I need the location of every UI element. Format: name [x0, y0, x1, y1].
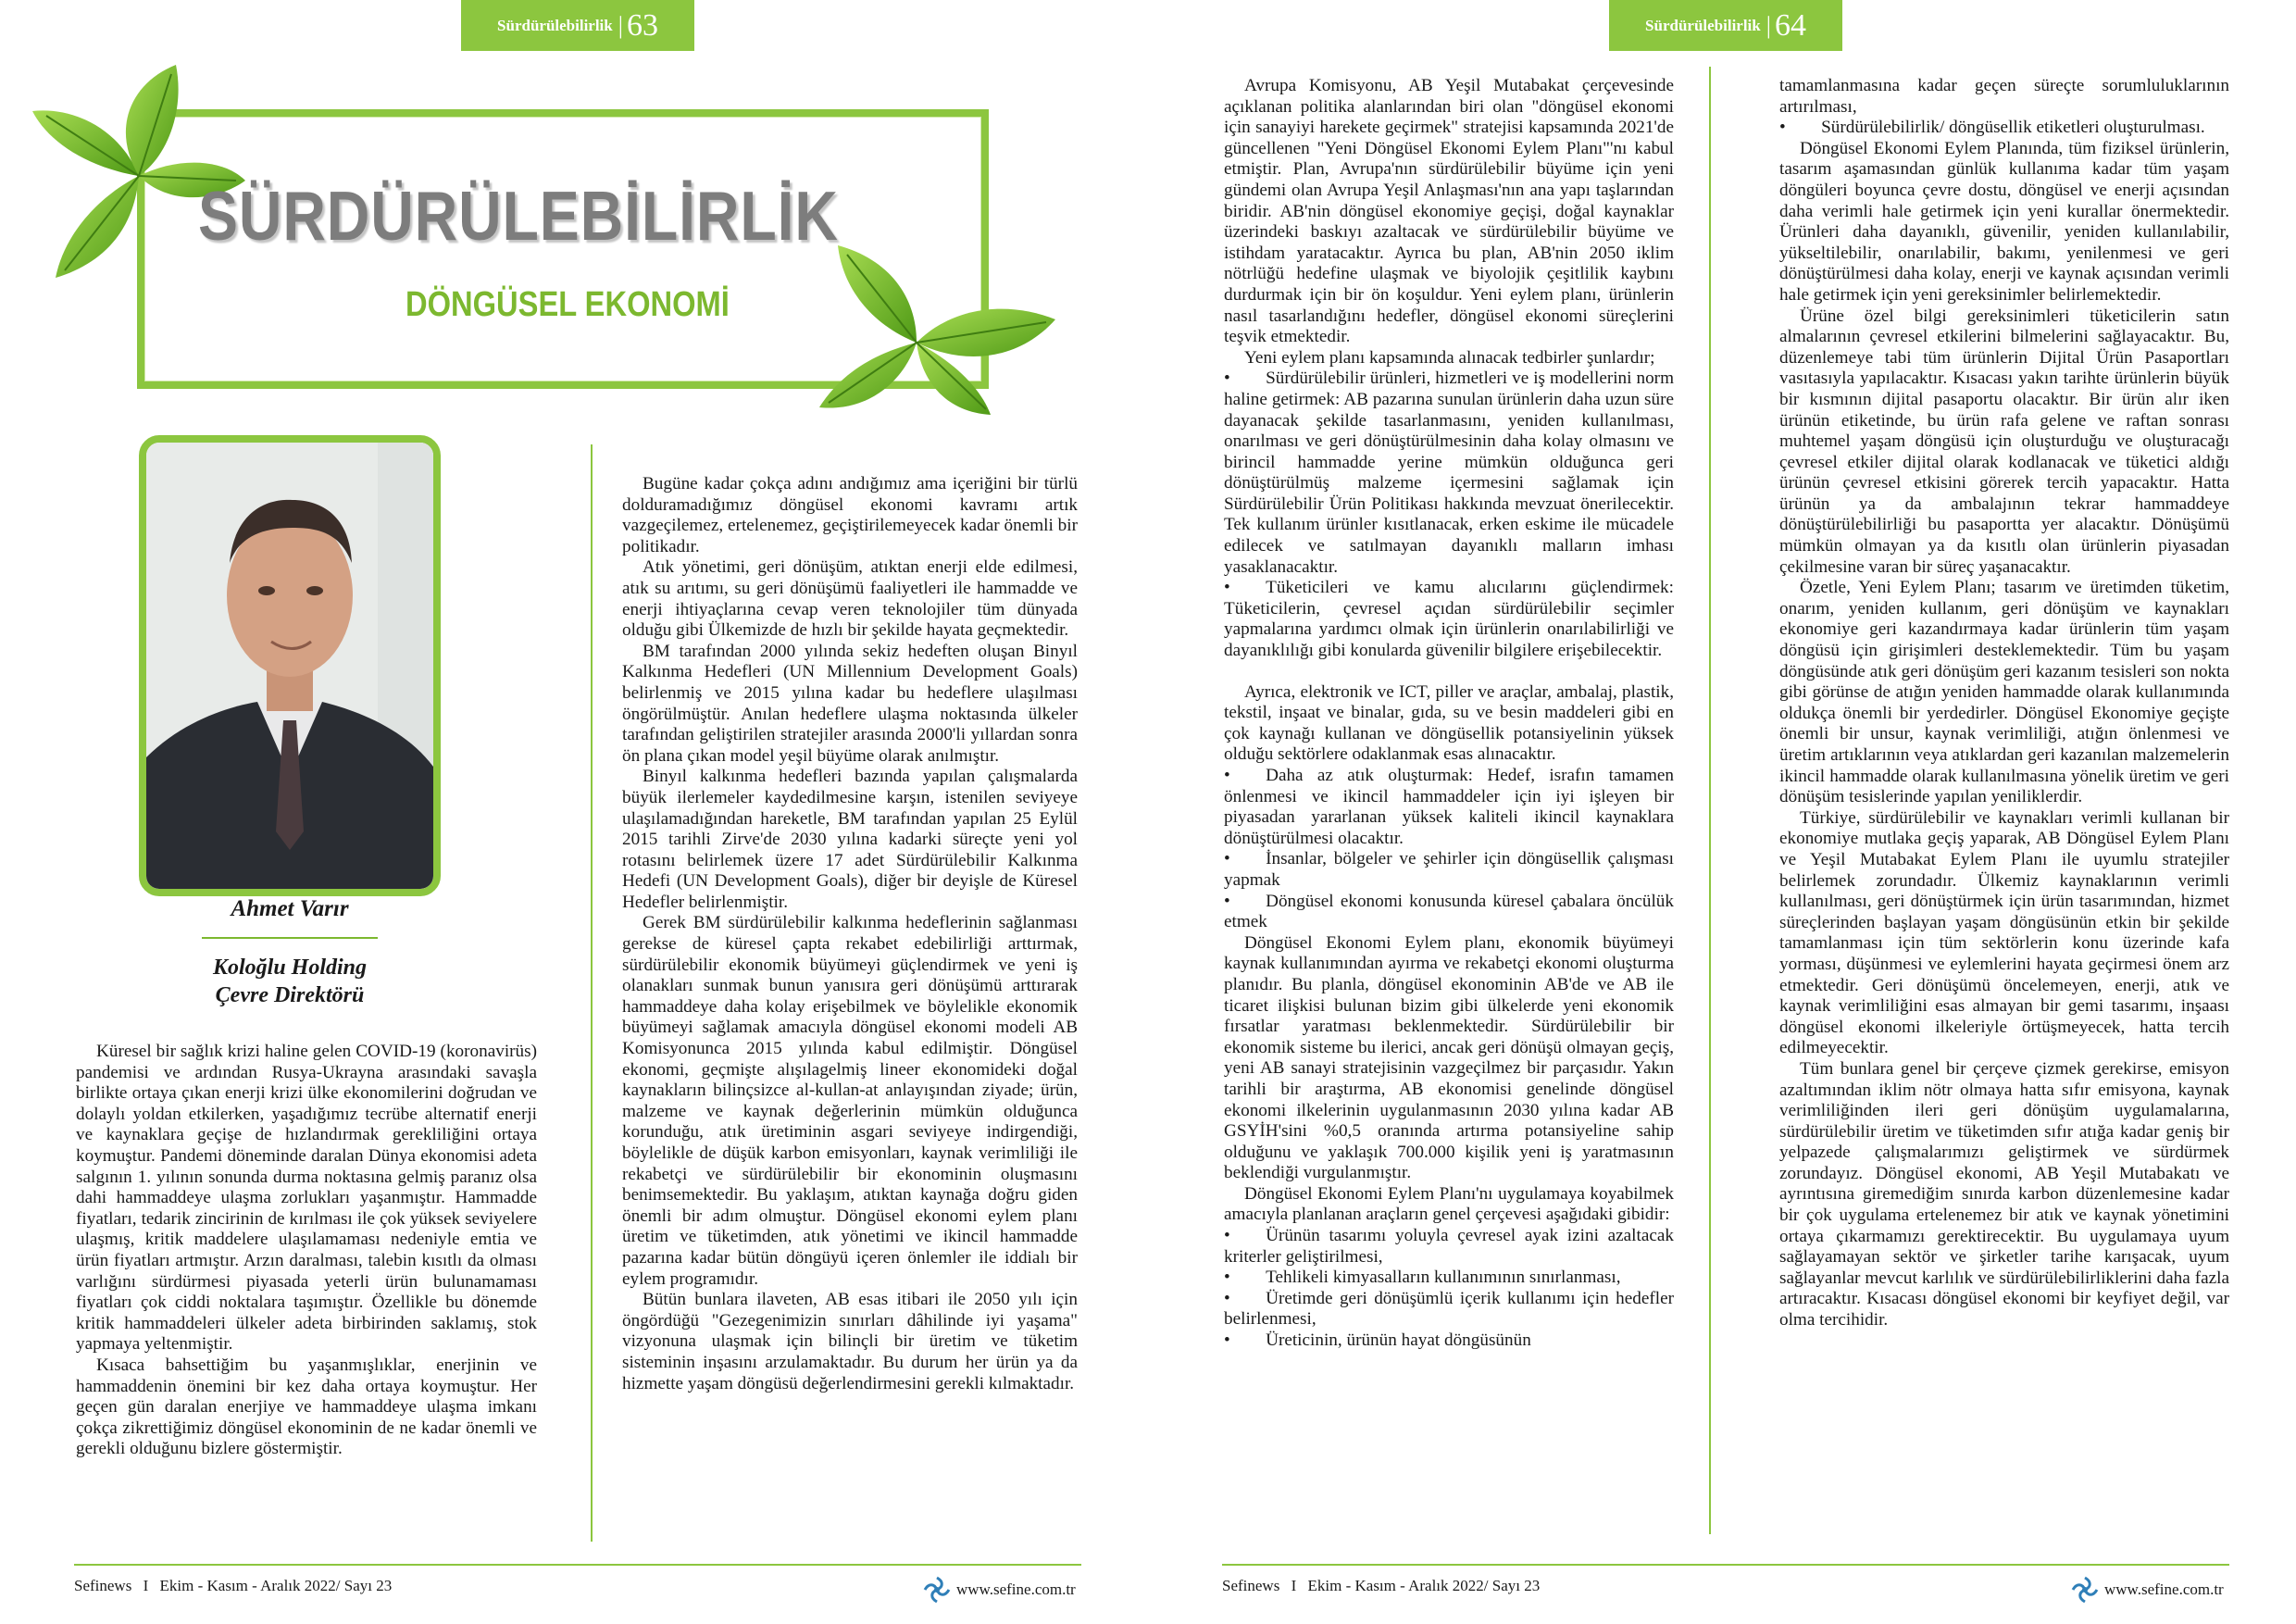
- author-organization: Koloğlu Holding: [212, 956, 368, 980]
- leaf-cluster-bottom-right: [815, 231, 1065, 417]
- paragraph: Avrupa Komisyonu, AB Yeşil Mutabakat çerçevesinde açıklanan politika alanlarından biri olan "döngüsel ekonomi için sanayiyi harekete geçirmek" stratejisi kapsamında 2021'de güncellenen "Yeni Döngüsel Ekonomi Eylem Planı"'nı kabul etmiştir. Plan, Avrupa'nın sürdürülebilir büyüme için yeni gündemi olan Avrupa Yeşil Anlaşması'nın ana yapı taşlarından biridir. AB'nin döngüsel ekonomiye geçişi, doğal kaynaklar üzerindeki baskıyı azaltacak ve sürdürülebilir büyüme ve istihdam yaratacaktır. Ayrıca bu plan, AB'nin 2050 iklim nötrlüğü hedefine ulaşmak ve biyolojik çeşitlilik kaybını durdurmak için bir ön koşuldur. Yeni eylem planı, ürünlerin nasıl tasarlandığını hedefler, döngüsel ekonomi süreçlerini teşvik etmektedir.: [1224, 76, 1674, 347]
- author-name: Ahmet Varır: [231, 896, 349, 921]
- text-column-2: [622, 474, 1078, 1394]
- bullet-item: • Tehlikeli kimyasalların kullanımının sınırlanması,: [1224, 1268, 1621, 1288]
- paragraph: Döngüsel Ekonomi Eylem Planında, tüm fiziksel ürünlerin, tasarım aşamasından günlük kullanıma kadar tüm yaşam döngüleri boyunca çevre dostu, döngüsel ve enerji açısından daha verimli hale getirmek için yeni kurallar önermektedir. Ürünleri daha dayanıklı, güvenilir, yeniden kullanılabilir, yükseltilebilir, onarılabilir, bakımı, yenilenmesi ve geri dönüştürülmesi daha kolay, enerji ve kaynak açısından verimli hale getirmek için yeni gereksinimler belirlemektedir.: [1779, 138, 2229, 305]
- paragraph: Özetle, Yeni Eylem Planı; tasarım ve üretimden tüketim, onarım, yeniden kullanım, geri dönüşüm ve kaynakları ekonomiye geri kazandırmaya kadar ürünlerin tüm yaşam döngüsü için girişimleri desteklemektedir. Tüm bu yaşam döngüsünde atık geri dönüşüm geri kazanım tesisleri son nokta gibi görünse de atığın yeniden hammadde olarak kullanımında oldukça önemli bir yerdedirler. Döngüsel Ekonomiye geçişte önemli bir unsur, kaynak verimliliği, atığın önlenmesi ve üretim artıklarının veya atıklardan geri kazanılan malzemelerin ikincil hammadde olarak kullanılmasına yönelik üretim ve geri dönüşüm tesislerinde yapılan yeniliklerdir.: [1779, 578, 2229, 807]
- bullet-item: • Tüketicileri ve kamu alıcılarını güçlendirmek: Tüketicilerin, çevresel açıdan sürdürülebilir seçimler yapmalarına yardımcı olmak için ürünlerin onarılabilirliği ve dayanıklılığı gibi konularda güvenilir bilgilere erişebilecektir.: [1224, 578, 1674, 661]
- paragraph: Türkiye, sürdürülebilir ve kaynakları verimli kullanan bir ekonomiye mutlaka geçiş yaparak, AB Döngüsel Eylem Planı ve Yeşil Mutabakat Eylem Planı ile uyumlu stratejiler belirlemek zorundadır. Ülkemiz kaynaklarının verimli kullanılması, geri dönüştürmek için ürün tasarımından, hizmet süreçlerinden başlayan yaşam döngüsünün etkin bir şekilde tamamlanması için tüm sektörlerin konu üzerinde kafa yorması, düşünmesi ve eylemlerini hayata geçirmesi önem arz etmektedir. Geri dönüşümü öncelemeyen, enerji, atık ve kaynak verimliliğini esas almayan bir gemi tasarımı, inşaası döngüsel ekonomi ilkeleriyle örtüşmeyecek, hatta tercih edilmeyecektir.: [1779, 807, 2229, 1058]
- column-divider: [591, 444, 593, 1542]
- page-number: 63: [626, 7, 658, 43]
- page-number: 64: [1774, 7, 1806, 43]
- bullet-item: • Sürdürülebilirlik/ döngüsellik etiketleri oluşturulması.: [1779, 118, 2205, 138]
- paragraph: Küresel bir sağlık krizi haline gelen COVID-19 (koronavirüs) pandemisi ve ardından Rusya-Ukrayna arasındaki savaşla birlikte ortaya çıkan enerji krizi ülke ekonomilerini doğrudan ve dolaylı yoldan etkilerken, yaşadığımız tecrübe alternatif enerji ve kaynaklara geçişe de hızlandırmak gerekliliğini ortaya koymuştur. Pandemi döneminde daralan Dünya ekonomisi adeta salgının 1. yılının sonunda durma noktasına gelmiş paranız olsa dahi hammaddeye ulaşma zorlukları yaşanmıştır. Hammadde fiyatları, tedarik zincirinin de kırılması ile çok yüksek seviyelere ulaşmış, kritik maddelere ulaşılamaması nedeniyle emtia ve ürün fiyatları artmıştır. Arzın daralması, talebin kısıtlı da olması varlığını sürdürmesi piyasada yeterli ürün bulunamaması fiyatları çok ciddi noktalara taşımıştır. Özellikle bu dönemde kritik hammaddeleri ülkeler adeta birbirinden saklamış, stok yapmaya yeltenmiştir.: [76, 1042, 537, 1355]
- paragraph: tamamlanmasına kadar geçen süreçte sorumluluklarının artırılması,: [1779, 76, 2229, 117]
- article-subtitle: DÖNGÜSEL EKONOMİ: [406, 285, 730, 324]
- bullet-item: • İnsanlar, bölgeler ve şehirler için döngüsellik çalışması yapmak: [1224, 849, 1674, 890]
- issue-info: Ekim - Kasım - Aralık 2022/ Sayı 23: [1307, 1577, 1541, 1594]
- website-link[interactable]: www.sefine.com.tr: [2104, 1580, 2224, 1598]
- issue-info: Ekim - Kasım - Aralık 2022/ Sayı 23: [159, 1577, 393, 1594]
- footer-separator: I: [143, 1577, 149, 1594]
- page-right: [1148, 0, 2296, 1624]
- footer-website: [2069, 1574, 2224, 1605]
- column-divider: [1709, 67, 1711, 1534]
- author-divider: [202, 937, 378, 939]
- paragraph: Gerek BM sürdürülebilir kalkınma hedeflerinin sağlanması gerekse de küresel çapta rekabet edebilirliği arttırmak, sürdürülebilir ekonomik büyümeyi güçlendirmek ve yeni iş olanakları sunmak bunun yanısıra geri dönüşümü arttırarak hammaddeye daha kolay erişebilmek ve böylelikle ekonomik büyümeyi sağlamak amacıyla döngüsel ekonomi modeli AB Komisyonunca 2015 yılında kabul edilmiştir. Döngüsel ekonomi, geçmişte alışılagelmiş lineer ekonomideki doğal kaynakların bilinçsizce al-kullan-at anlayışından ziyade; ürün, malzeme ve kaynak değerlerinin mümkün olduğunca korunduğu, atık üretiminin asgari seviyeye indirgendiği, böylelikle de düşük karbon emisyonları, kaynak verimliliği ile rekabetçi ve sürdürülebilir bir ekonominin oluşmasını benimsemektedir. Bu yaklaşım, atıktan kaynağa doğru giden önemli bir adım olmuştur. Döngüsel ekonomi eylem planı üretim ve tüketimden, atık yönetimi ve ikincil hammadde pazarına kadar bütün döngüyü içeren önlemler ile iddialı bir eylem programıdır.: [622, 913, 1078, 1289]
- paragraph: Binyıl kalkınma hedefleri bazında yapılan çalışmalarda büyük ilerlemeler kaydedilmesine karşın, istenilen seviyeye ulaşılamadığından hareketle, BM tarafından yapılan 25 Eylül 2015 tarihli Zirve'de 2030 yılına kadarki süreçte yeni yol rotasını belirlemek üzere 17 adet Sürdürülebilir Kalkınma Hedefi (UN Development Goals), diğer bir deyişle de Küresel Hedefler belirlenmiştir.: [622, 767, 1078, 912]
- paragraph: Bütün bunlara ilaveten, AB esas itibari ile 2050 yılı için öngördüğü "Gezegenimizin sınırları dâhilinde iyi yaşama" vizyonuna ulaşmak için bilinçli bir üretim ve tüketim sisteminin inşasını arzulamaktadır. Bu durum her ürün ya da hizmette yaşam döngüsü değerlendirmesini gerekli kılmaktadır.: [622, 1290, 1078, 1393]
- paragraph: Döngüsel Ekonomi Eylem Planı'nı uygulamaya koyabilmek amacıyla planlanan araçların genel çerçevesi aşağıdaki gibidir:: [1224, 1183, 1674, 1225]
- paragraph: Kısaca bahsettiğim bu yaşanmışlıklar, enerjinin ve hammaddenin önemini bir kez daha ortaya koymuştur. Her geçen gün daralan enerjiye ve hammaddeye ulaşma imkanı çokça zikrettiğimiz döngüsel ekonominin de ne kadar önemli ve gerekli olduğunu bizlere göstermiştir.: [76, 1355, 537, 1459]
- section-label: Sürdürülebilirlik: [497, 16, 613, 34]
- footer-rule: [74, 1564, 1081, 1566]
- paragraph: BM tarafından 2000 yılında sekiz hedeften oluşan Binyıl Kalkınma Hedefleri (UN Millennium Development Goals) belirlenmiş ve 2015 yılına kadar bu hedeflere ulaşılması öngörülmüştür. Anılan hedeflere ulaşma noktasında ülkeler tarafından geliştirilen stratejiler arasında 2000'li yıllardan sonra ön plana çıkan model yeşil büyüme olarak anılmıştır.: [622, 641, 1078, 766]
- tab-separator: |: [1766, 11, 1771, 39]
- author-affiliation: [139, 954, 441, 1009]
- section-label: Sürdürülebilirlik: [1645, 16, 1761, 34]
- magazine-name: Sefinews: [74, 1577, 132, 1594]
- paragraph: Yeni eylem planı kapsamında alınacak tedbirler şunlardır;: [1244, 347, 1655, 368]
- footer-rule: [1222, 1564, 2229, 1566]
- paragraph: Döngüsel Ekonomi Eylem planı, ekonomik büyümeyi kaynak kullanımından ayırma ve rekabetçi ekonomi oluşturma planıdır. Bu planla, döngüsel ekonominin AB'de ve AB ile ticaret ilişkisi bulunan bizim gibi ülkelerde yeni ekonomik fırsatlar yaratması beklenmektedir. Sürdürülebilir bir ekonomik sisteme bu ilerici, ancak geri dönüşü olmayan geçiş, yeni AB sanayi stratejisinin vazgeçilmez bir parçasıdır. Yakın tarihli bir araştırma, AB ekonomisi genelinde döngüsel ekonomi ilkelerinin uygulanmasının 2030 yılına kadar AB GSYİH'sini %0,5 oranında artırma potansiyeline sahip olduğunu ve yaklaşık 700.000 kişilik yeni iş yaratmasının beklendiği vurgulanmıştır.: [1224, 932, 1674, 1183]
- text-column-3: [1224, 76, 1674, 1352]
- bullet-item: • Üreticinin, ürünün hayat döngüsünün: [1224, 1330, 1531, 1351]
- bullet-item: • Daha az atık oluşturmak: Hedef, israfın tamamen önlenmesi ve ikincil hammaddeler için iyi işleyen bir piyasadan yararlanan yüksek kaliteli ikincil kaynaklara dönüştürülmesi olacaktır.: [1224, 766, 1674, 848]
- author-role: Çevre Direktörü: [215, 983, 365, 1007]
- paragraph: Bugüne kadar çokça adını andığımız ama içeriğini bir türlü dolduramadığımız döngüsel ekonomi kavramı artık vazgeçilemez, ertelenemez, geçiştirilemeyecek kadar önemli bir politikadır.: [622, 474, 1078, 556]
- bullet-item: • Döngüsel ekonomi konusunda küresel çabalara öncülük etmek: [1224, 891, 1674, 932]
- author-portrait: [146, 443, 433, 889]
- footer-separator: I: [1291, 1577, 1297, 1594]
- text-column-1: [76, 1042, 537, 1460]
- website-link[interactable]: www.sefine.com.tr: [956, 1580, 1076, 1598]
- magazine-name: Sefinews: [1222, 1577, 1280, 1594]
- page-number-tab-right: [1609, 0, 1842, 51]
- tab-separator: |: [618, 11, 623, 39]
- paragraph: Ürüne özel bilgi gereksinimleri tüketicilerin satın almalarının çevresel etkilerini bilmelerini sağlayacaktır. Bu, düzenlemeye tabi tüm ürünlerin Dijital Ürün Pasaportları vasıtasıyla yapılacaktır. Kısacası yakın tarihte ürünlerin büyük bir kısmının dijital pasaportu olacaktır. Bir ürün alır iken ürünün etiketinde, bu ürün rafa gelene ve raftan sonrası muhtemel yaşam döngüsü için oluşturduğu ve oluşturacağı çevresel etkiler dijital olarak kodlanacak ve tüketici aldığı ürünün çevresel etkisini görerek tercih yapacaktır. Hatta ürünün ya da ambalajının tekrar hammaddeye dönüştürülebilirliği bu pasaportta yer alacaktır. Dönüşümü mümkün olmayan ya da kısıtlı olan ürünlerin piyasadan çekilmesine varan bir süreç yaşanacaktır.: [1779, 306, 2229, 577]
- page-number-tab-left: [461, 0, 694, 51]
- bullet-item: • Sürdürülebilir ürünleri, hizmetleri ve iş modellerini norm haline getirmek: AB pazarına sunulan ürünlerin daha uzun süre dayanacak şekilde tasarlanmasını, yeniden kullanılması, onarılması ve geri dönüştürülmesinin daha kolay olmasını ve birincil hammadde yerine mümkün olduğunca geri dönüştürülmüş malzeme içermesini sağlamak için Sürdürülebilir Ürün Politikası hakkında mevzuat önerilecektir. Tek kullanım ürünler kısıtlanacak, erken eskime ile mücadele edilecek ve satılmayan dayanıklı malların imhası yasaklanacaktır.: [1224, 369, 1674, 577]
- footer-issue: [1222, 1577, 1540, 1595]
- article-title: SÜRDÜRÜLEBİLİRLİK: [198, 177, 839, 255]
- bullet-item: • Ürünün tasarımı yoluyla çevresel ayak izini azaltacak kriterler geliştirilmesi,: [1224, 1226, 1674, 1267]
- paragraph: Ayrıca, elektronik ve ICT, piller ve araçlar, ambalaj, plastik, tekstil, inşaat ve binalar, gıda, su ve besin maddeleri gibi en çok kaynağı kullanan ve döngüsellik potansiyelinin yüksek olduğu sektörlere odaklanmak esas alınacaktır.: [1224, 681, 1674, 765]
- footer-website: [921, 1574, 1076, 1605]
- sefine-logo-icon: [921, 1574, 953, 1605]
- bullet-item: • Üretimde geri dönüşümlü içerik kullanımı için hedefler belirlenmesi,: [1224, 1288, 1674, 1330]
- sefine-logo-icon: [2069, 1574, 2101, 1605]
- footer-issue: [74, 1577, 392, 1595]
- paragraph: Atık yönetimi, geri dönüşüm, atıktan enerji elde edilmesi, atık su arıtımı, su geri dönüşümü faaliyetleri ile hammadde ve enerji ihtiyaçlarına cevap veren teknolojiler tüm dünyada olduğu gibi Ülkemizde de hızlı bir şekilde hayata geçmektedir.: [622, 557, 1078, 641]
- paragraph: Tüm bunlara genel bir çerçeve çizmek gerekirse, emisyon azaltımından iklim nötr olmaya hatta sıfır emisyona, kaynak verimliliğinden ileri geri dönüşüm uygulamalarına, sürdürülebilir üretim ve tüketimden sıfır atığa kadar geniş bir yelpazede çalışmalarımızı geliştirmek ve sürdürmek zorundayız. Döngüsel ekonomi, AB Yeşil Mutabakatı ve ayrıntısına giremediğim sınırda karbon düzenlemesine kadar bir çok uygulama ertelenemez bir atık ve kaynak yönetimini ortaya çıkarmamızı gerektirecektir. Bu uygulamaya uyum sağlayamayan sektör ve şirketler tarihe karışacak, uyum sağlayanlar mevcut karlılık ve sürdürülebilirliklerini daha fazla artıracaktır. Kısacası döngüsel ekonomi bir keyfiyet değil, var olma tercihidir.: [1779, 1058, 2229, 1330]
- text-column-4: [1779, 76, 2229, 1331]
- author-photo: [139, 435, 441, 896]
